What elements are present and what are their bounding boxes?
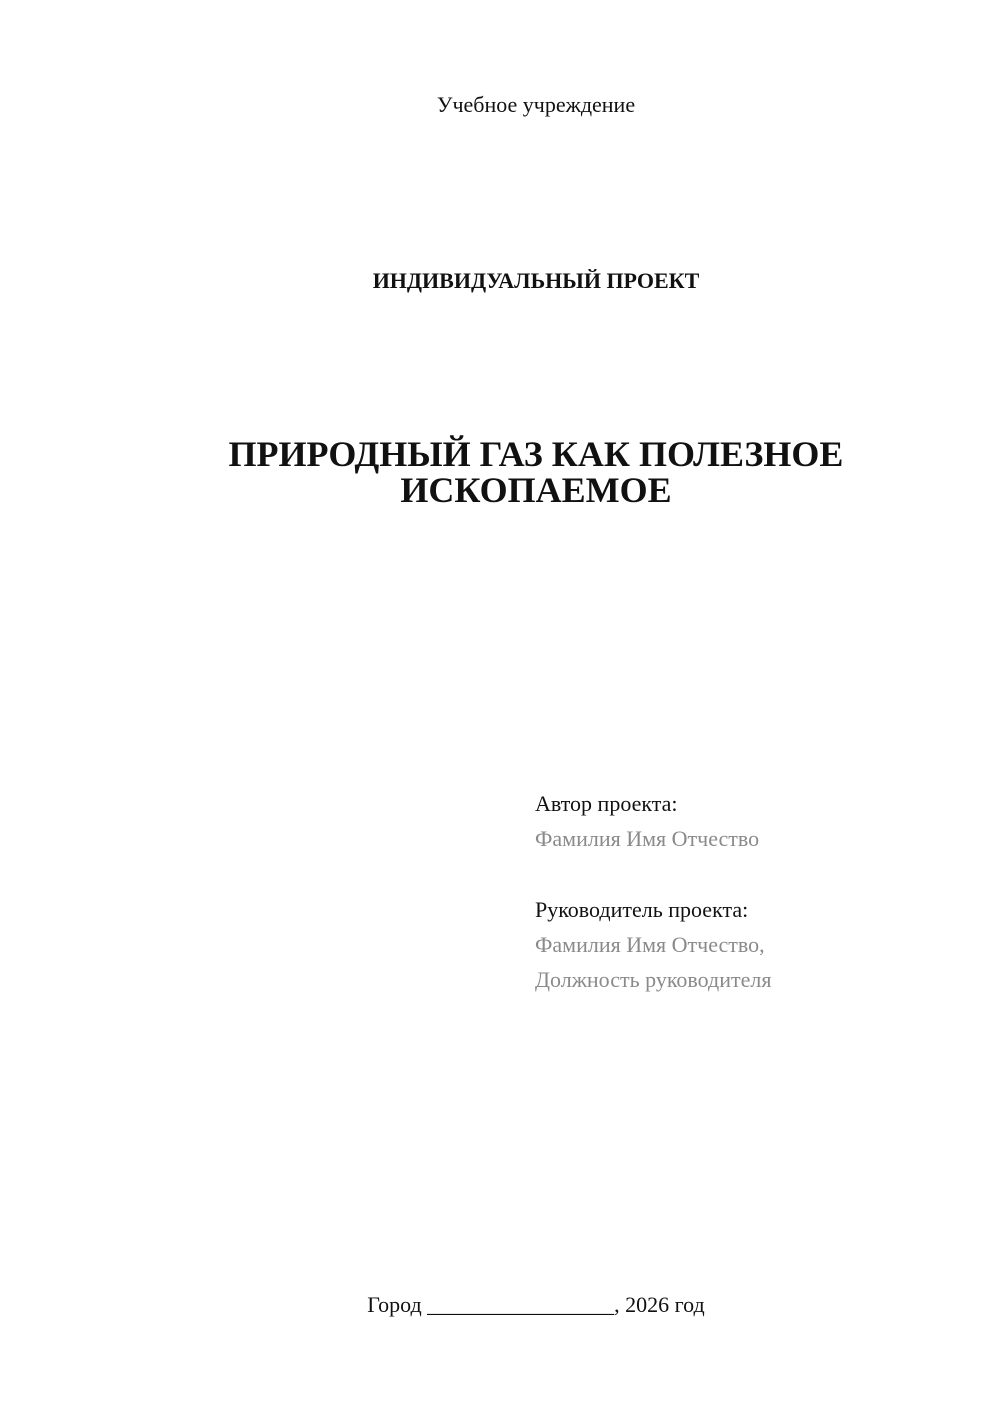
project-title-line-2: ИСКОПАЕМОЕ — [400, 470, 672, 510]
project-title — [150, 436, 922, 508]
supervisor-name: Фамилия Имя Отчество, — [535, 932, 765, 957]
author-name: Фамилия Имя Отчество — [535, 826, 760, 851]
supervisor-label: Руководитель проекта: — [535, 897, 749, 922]
city-year-footer: Город _________________, 2026 год — [367, 1292, 705, 1317]
project-title-line-1: ПРИРОДНЫЙ ГАЗ КАК ПОЛЕЗНОЕ — [228, 434, 844, 474]
supervisor-block — [535, 892, 955, 997]
supervisor-position: Должность руководителя — [535, 967, 772, 992]
project-type-heading: ИНДИВИДУАЛЬНЫЙ ПРОЕКТ — [372, 268, 700, 293]
author-block — [535, 786, 955, 856]
author-label: Автор проекта: — [535, 791, 678, 816]
institution-name: Учебное учреждение — [436, 92, 636, 117]
